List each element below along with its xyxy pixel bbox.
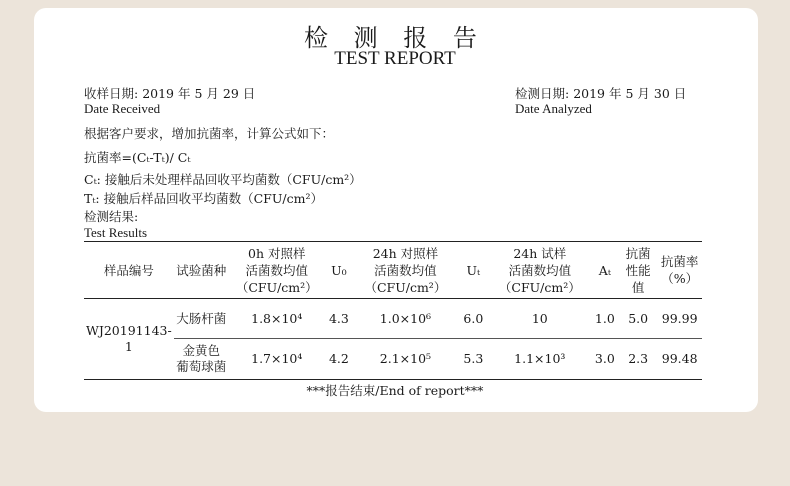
header-24ht-line2: 活菌数均值 <box>508 262 572 278</box>
date-analyzed-value: 2019 年 5 月 30 日 <box>573 86 687 101</box>
date-received-label-en: Date Received <box>84 101 161 116</box>
header-strain: 试验菌种 <box>174 242 229 299</box>
header-0h-line3: （CFU/cm²） <box>235 279 318 295</box>
header-24h-control <box>353 242 458 299</box>
intro-text: 根据客户要求，增加抗菌率，计算公式如下： <box>84 126 335 141</box>
cell-at: 1.0 <box>594 310 615 326</box>
cell-performance: 5.0 <box>628 310 649 326</box>
results-label-cn: 检测结果: <box>84 209 139 224</box>
header-24hc-line1: 24h 对照样 <box>372 245 439 261</box>
cell-24h-sample: 1.1×10³ <box>489 339 591 380</box>
cell-u0: 4.2 <box>325 339 353 380</box>
cell-24h-control: 2.1×10⁵ <box>353 339 458 380</box>
cell-24h-sample: 10 <box>531 310 548 326</box>
cell-at: 3.0 <box>591 339 619 380</box>
header-performance <box>619 242 657 299</box>
cell-rate: 99.99 <box>661 310 698 326</box>
date-received-label: 收样日期: <box>84 86 139 101</box>
date-received <box>84 84 255 102</box>
header-rate-line2: （%） <box>661 271 699 286</box>
cell-strain <box>174 339 229 380</box>
header-at: Aₜ <box>591 242 619 299</box>
header-sample-no: 样品编号 <box>84 242 174 299</box>
cell-rate: 99.48 <box>657 339 702 380</box>
cell-u0: 4.3 <box>328 310 349 326</box>
cell-24h-control: 1.0×10⁶ <box>379 310 432 326</box>
header-24h-sample <box>489 242 591 299</box>
report-title-en: TEST REPORT <box>334 48 456 69</box>
header-0h-line1: 0h 对照样 <box>248 245 306 261</box>
cell-strain: 大肠杆菌 <box>176 310 227 326</box>
cell-ut: 6.0 <box>463 310 484 326</box>
header-u0: U₀ <box>325 242 353 299</box>
header-rate-line1: 抗菌率 <box>660 254 699 269</box>
header-0h-control <box>229 242 325 299</box>
header-24ht-line3: （CFU/cm²） <box>498 279 581 295</box>
header-perf-line1: 抗菌 <box>625 245 651 261</box>
date-analyzed-label-en: Date Analyzed <box>515 101 592 116</box>
header-24hc-line3: （CFU/cm²） <box>364 279 447 295</box>
header-ut: Uₜ <box>458 242 489 299</box>
header-perf-line2: 性能值 <box>625 262 651 295</box>
formula: 抗菌率=(Cₜ-Tₜ)/ Cₜ <box>84 150 191 165</box>
header-0h-line2: 活菌数均值 <box>245 262 309 278</box>
table-header-row <box>84 242 702 299</box>
header-24hc-line2: 活菌数均值 <box>374 262 437 278</box>
date-analyzed <box>515 84 686 102</box>
cell-strain-line1: 金黄色 <box>182 343 220 358</box>
cell-sample-no: WJ20191143-1 <box>84 299 174 380</box>
results-table <box>84 241 702 380</box>
report-title-cn: 检 测 报 告 <box>304 24 486 52</box>
results-label-en: Test Results <box>84 225 148 240</box>
cell-0h: 1.8×10⁴ <box>251 310 303 326</box>
table-row <box>84 339 702 380</box>
date-received-value: 2019 年 5 月 29 日 <box>142 86 256 101</box>
definition-ct: Cₜ: 接触后未处理样品回收平均菌数（CFU/cm²） <box>84 172 362 187</box>
header-24ht-line1: 24h 试样 <box>513 245 567 261</box>
header-rate <box>657 242 702 299</box>
table-row <box>84 299 702 339</box>
cell-ut: 5.3 <box>458 339 489 380</box>
end-of-report: ***报告结束/End of report*** <box>306 383 484 398</box>
date-analyzed-label: 检测日期: <box>515 86 570 101</box>
definition-tt: Tₜ: 接触后样品回收平均菌数（CFU/cm²） <box>84 191 323 206</box>
cell-strain-line2: 葡萄球菌 <box>176 359 227 374</box>
cell-0h: 1.7×10⁴ <box>229 339 325 380</box>
cell-performance: 2.3 <box>619 339 657 380</box>
